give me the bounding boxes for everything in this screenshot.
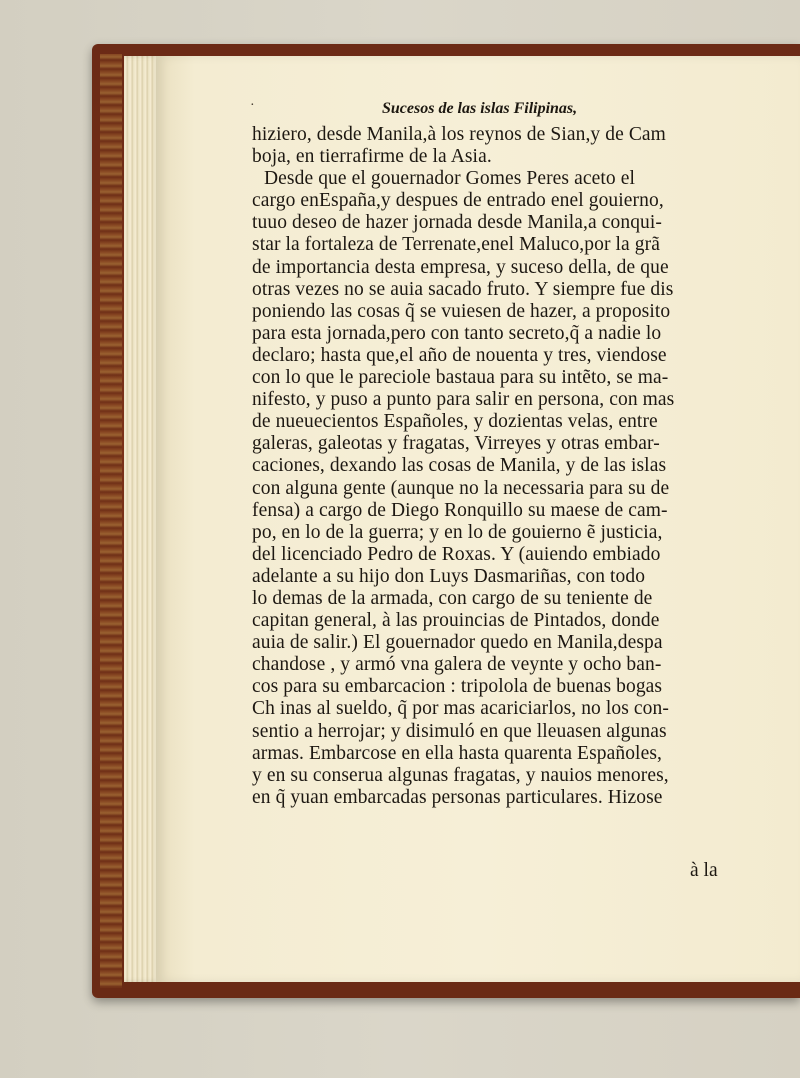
text-line: cargo enEspaña,y despues de entrado enel gouierno,	[252, 190, 664, 212]
catchword: à la	[690, 860, 718, 881]
text-line: con lo que le pareciole bastaua para su intẽto, se ma-	[252, 367, 669, 389]
text-line: star la fortaleza de Terrenate,enel Maluco,por la grã	[252, 234, 660, 256]
text-line: para esta jornada,pero con tanto secreto,q̃ a nadie lo	[252, 322, 662, 344]
page-text	[252, 124, 732, 809]
text-line: chandose , y armó vna galera de veynte y ocho ban-	[252, 654, 662, 676]
text-line: tuuo deseo de hazer jornada desde Manila,a conqui-	[252, 212, 663, 234]
text-line: armas. Embarcose en ella hasta quarenta Españoles,	[252, 742, 662, 764]
text-line: Ch inas al sueldo, q̃ por mas acariciarlos, no los con-	[252, 698, 669, 720]
text-line: otras vezes no se auia sacado fruto. Y siempre fue dis	[252, 278, 674, 300]
text-line: po, en lo de la guerra; y en lo de gouierno ẽ justicia,	[252, 521, 663, 543]
text-line: nifesto, y puso a punto para salir en persona, con mas	[252, 389, 675, 411]
text-line: auia de salir.) El gouernador quedo en Manila,despa	[252, 632, 663, 654]
text-line: Desde que el gouernador Gomes Peres aceto el	[264, 168, 635, 190]
text-line: con alguna gente (aunque no la necessaria para su de	[252, 477, 670, 499]
text-line: boja, en tierrafirme de la Asia.	[252, 146, 492, 168]
text-line: sentio a herrojar; y disimuló en que lleuasen algunas	[252, 720, 667, 742]
text-line: del licenciado Pedro de Roxas. Y (auiendo embiado	[252, 543, 661, 565]
text-line: caciones, dexando las cosas de Manila, y de las islas	[252, 455, 667, 477]
text-line: cos para su embarcacion : tripolola de buenas bogas	[252, 676, 663, 698]
header-mark: ·	[250, 98, 255, 113]
text-line: declaro; hasta que,el año de nouenta y tres, viendose	[252, 344, 667, 366]
text-line: y en su conserua algunas fragatas, y nauios menores,	[252, 764, 669, 786]
text-line: lo demas de la armada, con cargo de su teniente de	[252, 587, 653, 609]
text-line: fensa) a cargo de Diego Ronquillo su maese de cam-	[252, 499, 668, 521]
text-line: de importancia desta empresa, y suceso della, de que	[252, 256, 669, 278]
text-line: en q̃ yuan embarcadas personas particulares. Hizose	[252, 786, 663, 808]
text-line: galeras, galeotas y fragatas, Virreyes y otras embar-	[252, 433, 660, 455]
leather-spine-edge	[100, 54, 122, 988]
text-line: adelante a su hijo don Luys Dasmariñas, con todo	[252, 565, 646, 587]
text-line: de nueuecientos Españoles, y dozientas velas, entre	[252, 411, 658, 433]
text-line: poniendo las cosas q̃ se vuiesen de hazer, a proposito	[252, 300, 671, 322]
running-header: Sucesos de las islas Filipinas,	[382, 100, 578, 117]
text-line: capitan general, à las prouincias de Pintados, donde	[252, 610, 660, 632]
text-line: hiziero, desde Manila,à los reynos de Sian,y de Cam	[252, 124, 666, 145]
page-edges	[124, 56, 160, 982]
